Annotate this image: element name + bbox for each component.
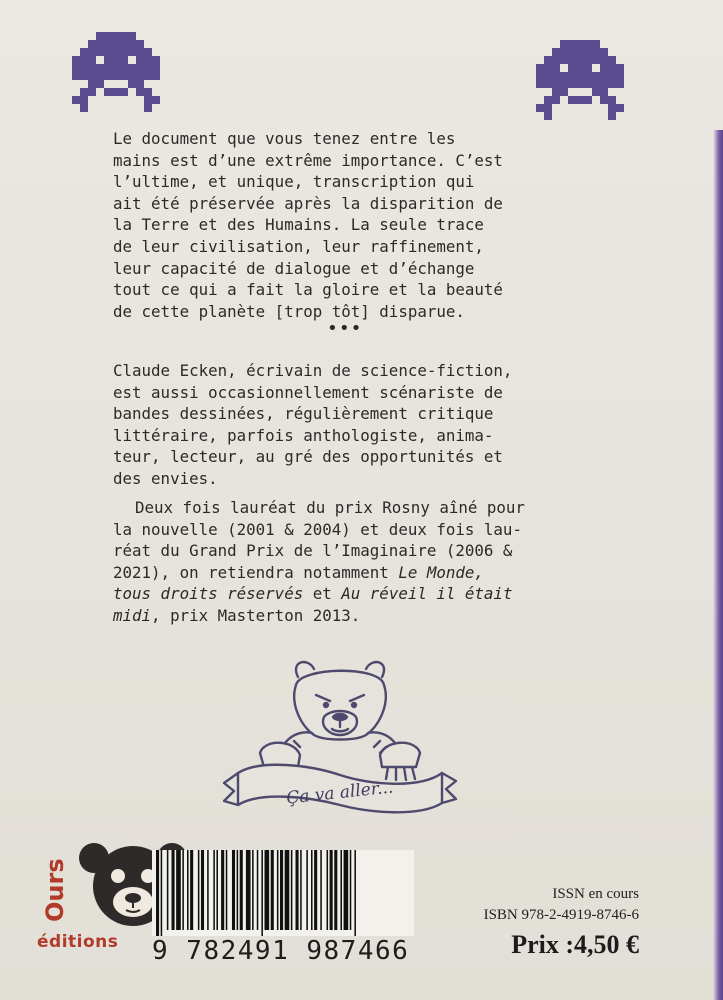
bear-banner-logo: [220, 655, 460, 825]
barcode-bar: [221, 850, 224, 930]
barcode-bar: [252, 850, 254, 930]
barcode-bar: [306, 850, 308, 930]
barcode-bar: [280, 850, 283, 930]
barcode-bar: [257, 850, 259, 930]
barcode-bar: [182, 850, 184, 930]
barcode-bar: [261, 850, 263, 936]
price-label: Prix :4,50 €: [511, 930, 639, 959]
barcode-bar: [213, 850, 215, 930]
barcode-bar: [172, 850, 175, 930]
barcode-bar: [311, 850, 313, 930]
isbn-barcode: [152, 850, 414, 936]
paragraph-line: Deux fois lauréat du prix Rosny aîné pour: [135, 498, 525, 517]
space-invader-right-icon: [536, 40, 624, 136]
barcode-bar: [291, 850, 293, 930]
blurb-paragraph-2: Claude Ecken, écrivain de science-fiction, est aussi occasionnellement scénariste de bandes dessinées, régulièrement critique littéraire, parfois anthologiste, anima- teur, lecteur, au gré des opportunités et des envies.: [113, 361, 513, 488]
issn-label: ISSN en cours: [552, 886, 639, 902]
banner-text: Ça va aller...: [285, 777, 395, 809]
space-invader-left-icon: [72, 32, 160, 128]
barcode-bar: [327, 850, 329, 930]
barcode-bar: [314, 850, 317, 930]
barcode-number: 9 782491 987466: [152, 936, 410, 966]
barcode-bar: [271, 850, 274, 930]
barcode-bar: [277, 850, 279, 930]
ours-vertical-wordmark: [41, 838, 69, 923]
barcode-bar: [246, 850, 251, 930]
barcode-bar: [207, 850, 209, 930]
barcode-bar: [176, 850, 181, 930]
paragraph-line-text: et: [303, 584, 342, 604]
barcode-bar: [340, 850, 342, 930]
book-title-au-reveil: Au réveil il était: [341, 584, 513, 604]
paragraph-line-text: 2021), on retiendra notamment: [113, 562, 399, 582]
barcode-bar: [232, 850, 235, 930]
barcode-bar: [354, 850, 356, 936]
barcode-bar: [344, 850, 349, 930]
book-title-le-monde: Le Monde,: [398, 562, 484, 582]
barcode-bar: [216, 850, 218, 930]
section-separator: •••: [327, 318, 363, 339]
barcode-bar: [190, 850, 193, 930]
barcode-bar: [226, 850, 228, 930]
blurb-paragraph-3: [113, 497, 583, 627]
barcode-bar: [320, 850, 322, 930]
book-title-au-reveil-cont: midi: [113, 605, 152, 625]
barcode-bar: [161, 850, 163, 936]
barcode-bar: [237, 850, 239, 930]
barcode-bar: [334, 850, 337, 930]
book-title-le-monde-cont: tous droits réservés: [113, 584, 304, 604]
paragraph-line: [113, 605, 583, 627]
barcode-bar: [265, 850, 270, 930]
barcode-bar: [285, 850, 290, 930]
barcode-bar: [167, 850, 169, 930]
paragraph-line: [113, 583, 583, 605]
paragraph-line-text: , prix Masterton 2013.: [151, 605, 361, 625]
barcode-bar: [350, 850, 352, 930]
barcode-bar: [296, 850, 299, 930]
isbn-label: ISBN 978-2-4919-8746-6: [483, 907, 639, 923]
barcode-bar: [198, 850, 200, 930]
publisher-name-top: Ours: [41, 858, 69, 922]
paragraph-line: réat du Grand Prix de l’Imaginaire (2006 &: [113, 541, 513, 561]
barcode-bar: [300, 850, 302, 930]
paragraph-line: la nouvelle (2001 & 2004) et deux fois lau-: [113, 519, 522, 539]
barcode-bar: [201, 850, 204, 930]
paragraph-line: [113, 562, 583, 584]
page-edge-stain: [713, 130, 723, 1000]
blurb-paragraph-1: Le document que vous tenez entre les mains est d’une extrême importance. C’est l’ultime, et unique, transcription qui ait été préservée après la disparition de la Terre et des Humains. La seule trace de leur civilisation, leur raffinement, leur capacité de dialogue et d’échange tout ce qui a fait la gloire et la beauté de cette planète [trop tôt] disparue.: [113, 129, 503, 321]
barcode-bar: [187, 850, 189, 930]
barcode-bar: [330, 850, 333, 930]
barcode-bar: [240, 850, 243, 930]
barcode-bar: [156, 850, 159, 936]
publisher-name-bottom: éditions: [37, 932, 119, 952]
